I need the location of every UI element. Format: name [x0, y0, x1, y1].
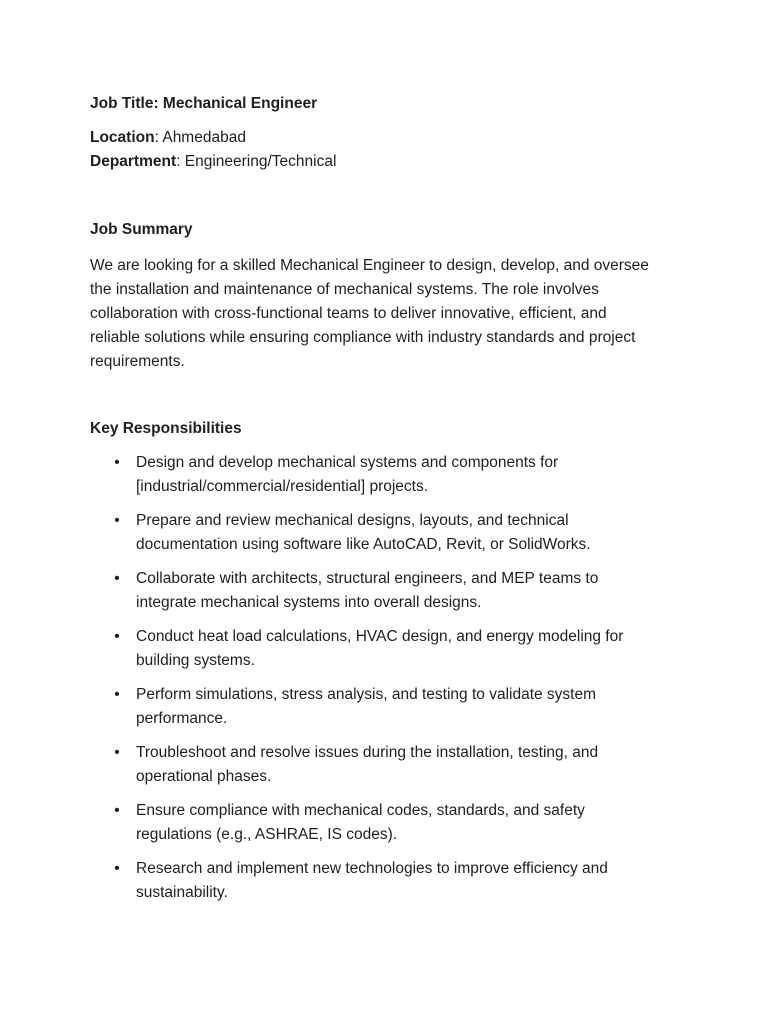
responsibility-line: operational phases.	[136, 768, 272, 785]
location-value: : Ahmedabad	[154, 129, 246, 146]
bullet-icon: •	[114, 686, 120, 703]
job-title: Job Title: Mechanical Engineer	[90, 95, 318, 112]
bullet-icon: •	[114, 860, 120, 877]
responsibility-line: Conduct heat load calculations, HVAC design, and energy modeling for	[136, 628, 624, 645]
responsibility-line: Research and implement new technologies to improve efficiency and	[136, 860, 608, 877]
summary-line: reliable solutions while ensuring compliance with industry standards and project	[90, 329, 636, 346]
location-line	[90, 126, 690, 150]
job-summary-heading: Job Summary	[90, 221, 193, 238]
bullet-icon: •	[114, 628, 120, 645]
responsibility-text	[136, 683, 676, 731]
responsibility-text	[136, 625, 676, 673]
responsibility-text	[136, 451, 676, 499]
responsibility-line: documentation using software like AutoCAD, Revit, or SolidWorks.	[136, 536, 591, 553]
summary-line: requirements.	[90, 353, 185, 370]
responsibility-line: Design and develop mechanical systems and components for	[136, 454, 559, 471]
responsibility-text	[136, 857, 676, 905]
bullet-icon: •	[114, 454, 120, 471]
department-value: : Engineering/Technical	[176, 153, 337, 170]
responsibility-line: Perform simulations, stress analysis, and testing to validate system	[136, 686, 597, 703]
responsibility-line: Prepare and review mechanical designs, layouts, and technical	[136, 512, 569, 529]
responsibility-text	[136, 799, 676, 847]
responsibility-text	[136, 509, 676, 557]
summary-line: We are looking for a skilled Mechanical Engineer to design, develop, and oversee	[90, 257, 649, 274]
department-line	[90, 150, 690, 174]
responsibility-line: integrate mechanical systems into overall designs.	[136, 594, 482, 611]
responsibility-line: Ensure compliance with mechanical codes, standards, and safety	[136, 802, 585, 819]
bullet-icon: •	[114, 570, 120, 587]
bullet-icon: •	[114, 512, 120, 529]
responsibility-line: Collaborate with architects, structural engineers, and MEP teams to	[136, 570, 599, 587]
summary-line: collaboration with cross-functional teams to deliver innovative, efficient, and	[90, 305, 607, 322]
responsibility-line: Troubleshoot and resolve issues during the installation, testing, and	[136, 744, 599, 761]
responsibility-text	[136, 741, 676, 789]
responsibility-line: performance.	[136, 710, 228, 727]
responsibility-line: building systems.	[136, 652, 255, 669]
responsibility-text	[136, 567, 676, 615]
bullet-icon: •	[114, 802, 120, 819]
key-responsibilities-heading: Key Responsibilities	[90, 420, 242, 437]
department-label: Department	[90, 153, 177, 170]
job-summary-paragraph	[90, 254, 680, 374]
responsibility-line: sustainability.	[136, 884, 228, 901]
bullet-icon: •	[114, 744, 120, 761]
location-label: Location	[90, 129, 155, 146]
responsibility-line: regulations (e.g., ASHRAE, IS codes).	[136, 826, 398, 843]
summary-line: the installation and maintenance of mechanical systems. The role involves	[90, 281, 599, 298]
responsibility-line: [industrial/commercial/residential] projects.	[136, 478, 429, 495]
